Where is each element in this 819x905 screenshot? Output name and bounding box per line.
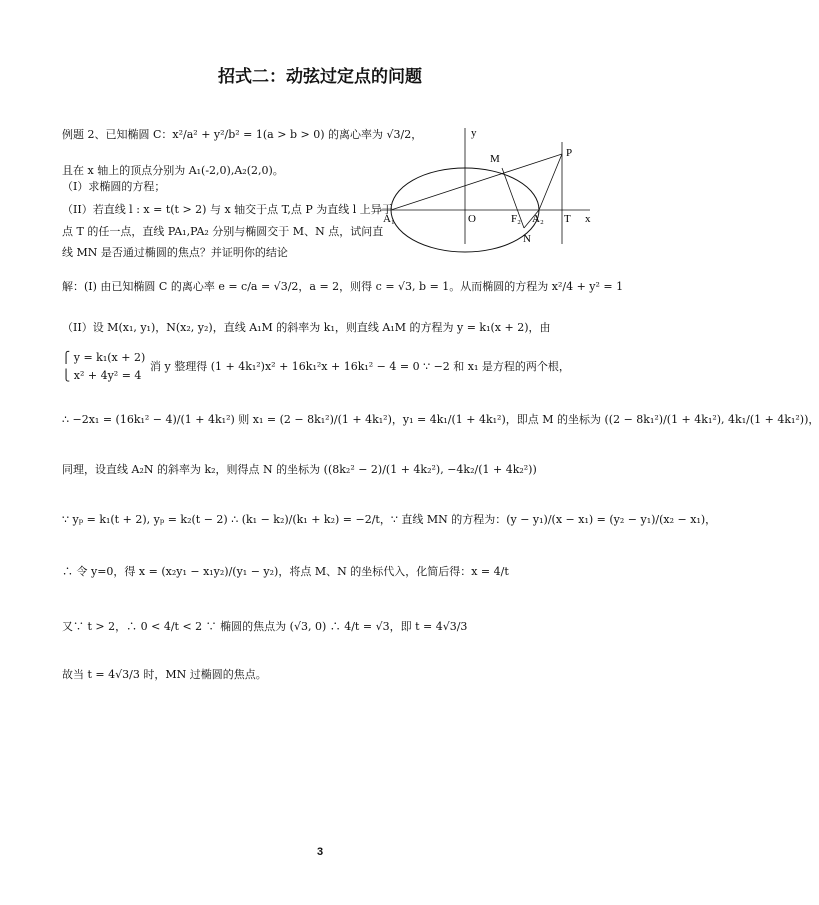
problem-line-6: 线 MN 是否通过椭圆的焦点？并证明你的结论 [62, 246, 288, 259]
problem-line-4: （II）若直线 l : x = t(t > 2) 与 x 轴交于点 T,点 P 为直线 l 上异于 [62, 203, 393, 216]
solution-system-2: ⎩ x² + 4y² = 4 [62, 369, 142, 382]
label-t: T [564, 213, 571, 225]
problem-line-5: 点 T 的任一点，直线 PA₁,PA₂ 分别与椭圆交于 M、N 点，试问直 [62, 225, 384, 238]
solution-line-8: 又∵ t > 2，∴ 0 < 4/t < 2 ∵ 椭圆的焦点为 (√3, 0) ∴ 4/t = √3，即 t = 4√3/3 [62, 620, 468, 633]
label-a1: A₁ [383, 213, 395, 225]
label-p: P [566, 147, 573, 159]
label-x: x [585, 213, 591, 225]
solution-line-7: ∴ 令 y=0，得 x = (x₂y₁ − x₁y₂)/(y₁ − y₂)，将点 M、N 的坐标代入，化简后得：x = 4/t [62, 565, 509, 578]
line-pa2 [539, 154, 562, 210]
solution-line-4: ∴ −2x₁ = (16k₁² − 4)/(1 + 4k₁²) 则 x₁ = (2 − 8k₁²)/(1 + 4k₁²)，y₁ = 4k₁/(1 + 4k₁²)，即点 M 的坐标为 ((2 − 8k₁²)/(1 + 4k₁²), 4k₁/(1 + 4k₁²))， [62, 413, 819, 426]
page-number: 3 [316, 846, 324, 858]
solution-line-5: 同理，设直线 A₂N 的斜率为 k₂，则得点 N 的坐标为 ((8k₂² − 2)/(1 + 4k₂²), −4k₂/(1 + 4k₂²)) [62, 463, 537, 476]
solution-line-2: （II）设 M(x₁, y₁)，N(x₂, y₂)，直线 A₁M 的斜率为 k₁，则直线 A₁M 的方程为 y = k₁(x + 2)，由 [62, 321, 551, 334]
solution-line-6: ∵ yₚ = k₁(t + 2), yₚ = k₂(t − 2) ∴ (k₁ − k₂)/(k₁ + k₂) = −2/t，∵ 直线 MN 的方程为：(y − y₁)/(x − x₁) = (y₂ − y₁)/(x₂ − x₁)， [62, 513, 717, 526]
problem-line-2: 且在 x 轴上的顶点分别为 A₁(-2,0),A₂(2,0)。 [62, 164, 284, 177]
label-n: N [523, 233, 531, 245]
solution-system-1: ⎧ y = k₁(x + 2) [62, 351, 146, 364]
problem-line-3: （I）求椭圆的方程； [62, 180, 166, 193]
label-a2: A₂ [532, 213, 544, 225]
page-title: 招式二：动弦过定点的问题 [218, 67, 422, 87]
ellipse-figure [380, 124, 595, 249]
solution-line-3: 消 y 整理得 (1 + 4k₁²)x² + 16k₁²x + 16k₁² − 4 = 0 ∵ −2 和 x₁ 是方程的两个根， [150, 360, 570, 373]
label-m: M [490, 153, 500, 165]
label-o: O [468, 213, 476, 225]
line-pa1 [391, 154, 562, 210]
problem-line-1: 例题 2、已知椭圆 C：x²/a² + y²/b² = 1(a > b > 0) 的离心率为 √3/2， [62, 128, 423, 141]
solution-line-9: 故当 t = 4√3/3 时，MN 过椭圆的焦点。 [62, 668, 267, 681]
label-y: y [471, 127, 477, 139]
label-f2: F₂ [511, 213, 521, 225]
solution-line-1: 解：(I) 由已知椭圆 C 的离心率 e = c/a = √3/2，a = 2，则得 c = √3, b = 1。从而椭圆的方程为 x²/4 + y² = 1 [62, 280, 624, 293]
